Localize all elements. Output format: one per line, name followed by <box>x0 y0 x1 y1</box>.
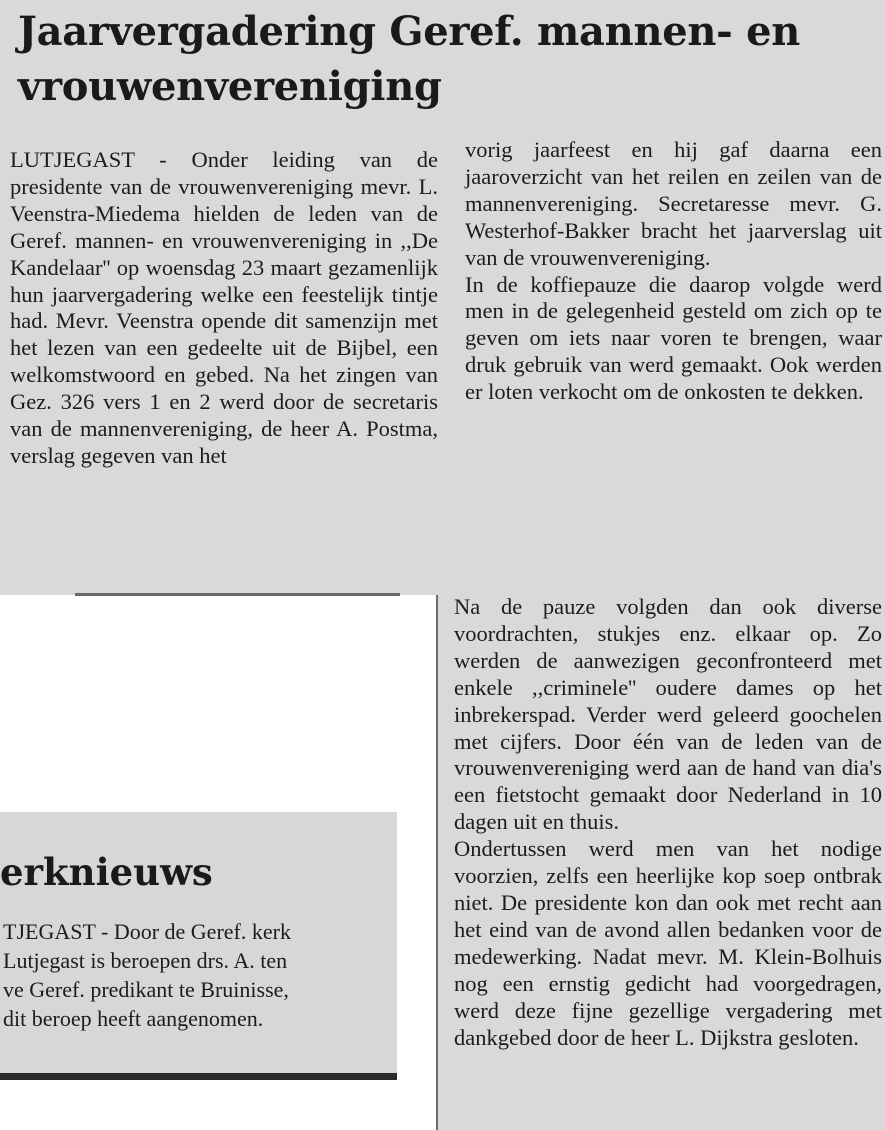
paragraph-2: vorig jaarfeest en hij gaf daarna een jaaroverzicht van het reilen en zeilen van de mannenvereniging. Secretaresse mevr. G. Westerhof-Bakker bracht het jaarverslag uit van de vrouwenvereniging. <box>465 137 882 270</box>
kerknieuws-line: Lutjegast is beroepen drs. A. ten <box>3 948 288 973</box>
article-headline: Jaarvergadering Geref. mannen- en vrouwenvereniging <box>18 8 801 110</box>
kerknieuws-body <box>3 917 383 1033</box>
paragraph-3: In de koffiepauze die daarop volgde werd men in de gelegenheid gesteld om zich op te geven om iets naar voren te brengen, waar druk gebruik van werd gemaakt. Ook werden er loten verkocht om de onkosten te dekken. <box>465 271 882 405</box>
paragraph-1: LUTJEGAST - Onder leiding van de presidente van de vrouwenvereniging mevr. L. Veenstra-Miedema hielden de leden van de Geref. mannen- en vrouwenvereniging in ,,De Kandelaar'' op woensdag 23 maart gezamenlijk hun jaarvergadering welke een feestelijk tintje had. Mevr. Veenstra opende dit samenzijn met het lezen van een gedeelte uit de Bijbel, een welkomstwoord en gebed. Na het zingen van Gez. 326 vers 1 en 2 werd door de secretaris van de mannenvereniging, de heer A. Postma, verslag gegeven van het <box>10 147 438 468</box>
column-rule <box>75 593 400 596</box>
kerknieuws-title: erknieuws <box>0 850 213 894</box>
kerknieuws-line: TJEGAST - Door de Geref. kerk <box>3 919 291 944</box>
paragraph-4: Na de pauze volgden dan ook diverse voordrachten, stukjes enz. elkaar op. Zo werden de aanwezigen geconfronteerd met enkele ,,criminele'' oudere dames op het inbrekerspad. Verder werd geleerd goochelen met cijfers. Door één van de leden van de vrouwenvereniging werd aan de hand van dia's een fietstocht gemaakt door Nederland in 10 dagen uit en thuis. <box>454 594 882 835</box>
kerknieuws-line: ve Geref. predikant te Bruinisse, <box>3 977 289 1002</box>
article-column-3 <box>454 594 882 1051</box>
paragraph-5: Ondertussen werd men van het nodige voorzien, zelfs een heerlijke kop soep ontbrak niet. De presidente kon dan ook met recht aan het eind van de avond allen bedanken voor de medewerking. Nadat mevr. M. Klein-Bolhuis nog een ernstig gedicht had voorgedragen, werd deze fijne gezellige vergadering met dankgebed door de heer L. Dijkstra gesloten. <box>454 836 882 1050</box>
kerknieuws-bottom-rule <box>0 1073 397 1080</box>
kerknieuws-line: dit beroep heeft aangenomen. <box>3 1006 264 1031</box>
article-column-1 <box>10 147 438 470</box>
article-column-2 <box>465 137 882 406</box>
